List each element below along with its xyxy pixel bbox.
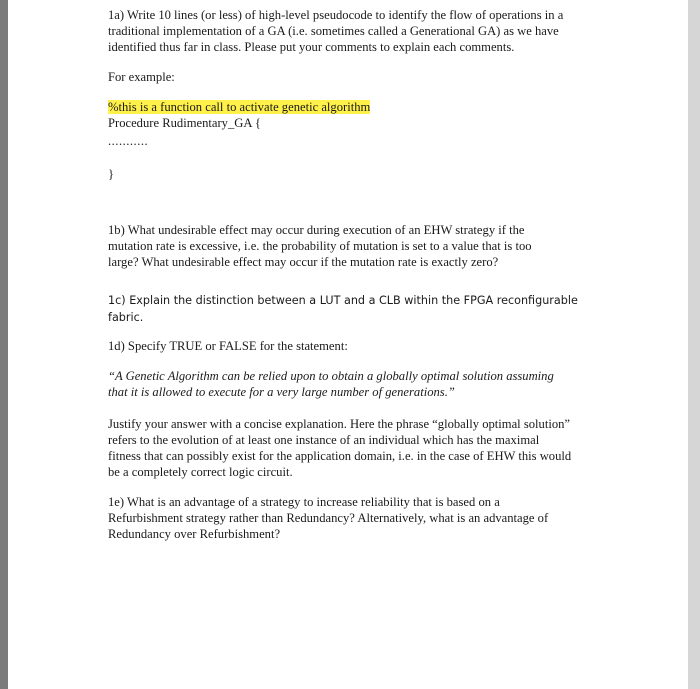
question-1a xyxy=(108,7,608,55)
question-1e-line-3: Redundancy over Refurbishment? xyxy=(108,527,281,541)
question-1c-line-1: 1c) Explain the distinction between a LUT and a CLB within the FPGA reconfigurable xyxy=(108,294,578,307)
highlighted-comment: %this is a function call to activate genetic algorithm xyxy=(108,100,371,114)
question-1d-quote-line-1: “A Genetic Algorithm can be relied upon to obtain a globally optimal solution assuming xyxy=(108,369,554,383)
question-1b-line-2: mutation rate is excessive, i.e. the probability of mutation is set to a value that is too xyxy=(108,239,532,253)
question-1c-line-2: fabric. xyxy=(108,311,144,324)
procedure-line: Procedure Rudimentary_GA { xyxy=(108,116,261,130)
document-content xyxy=(108,7,608,542)
question-1d-prompt: 1d) Specify TRUE or FALSE for the statement: xyxy=(108,339,348,353)
question-1a-line-1: 1a) Write 10 lines (or less) of high-level pseudocode to identify the flow of operations in a xyxy=(108,8,564,22)
question-1e-line-1: 1e) What is an advantage of a strategy to increase reliability that is based on a xyxy=(108,495,500,509)
question-1a-line-2: traditional implementation of a GA (i.e. sometimes called a Generational GA) as we have xyxy=(108,24,559,38)
closing-brace: } xyxy=(108,167,115,181)
question-1e xyxy=(108,494,608,542)
question-1d-justification xyxy=(108,416,608,480)
example-label: For example: xyxy=(108,70,175,84)
question-1d-justification-line-2: refers to the evolution of at least one instance of an individual which has the maximal xyxy=(108,433,540,447)
document-page xyxy=(8,0,688,689)
question-1d-quote xyxy=(108,368,608,400)
question-1e-line-2: Refurbishment strategy rather than Redundancy? Alternatively, what is an advantage of xyxy=(108,511,549,525)
question-1d-justification-line-1: Justify your answer with a concise explanation. Here the phrase “globally optimal solution” xyxy=(108,417,570,431)
question-1b-line-1: 1b) What undesirable effect may occur during execution of an EHW strategy if the xyxy=(108,223,525,237)
question-1d-quote-line-2: that it is allowed to execute for a very large number of generations.” xyxy=(108,385,455,399)
vertical-scrollbar[interactable] xyxy=(688,0,700,689)
question-1d-justification-line-3: fitness that can possibly exist for the application domain, i.e. in the case of EHW this would xyxy=(108,449,572,463)
ellipsis-dots: ........... xyxy=(108,134,149,148)
question-1c xyxy=(108,292,608,326)
example-comment-line xyxy=(108,99,608,115)
question-1d-justification-line-4: be a completely correct logic circuit. xyxy=(108,465,293,479)
question-1b-line-3: large? What undesirable effect may occur if the mutation rate is exactly zero? xyxy=(108,255,499,269)
question-1a-line-3: identified thus far in class. Please put your comments to explain each comments. xyxy=(108,40,515,54)
question-1b xyxy=(108,222,608,270)
